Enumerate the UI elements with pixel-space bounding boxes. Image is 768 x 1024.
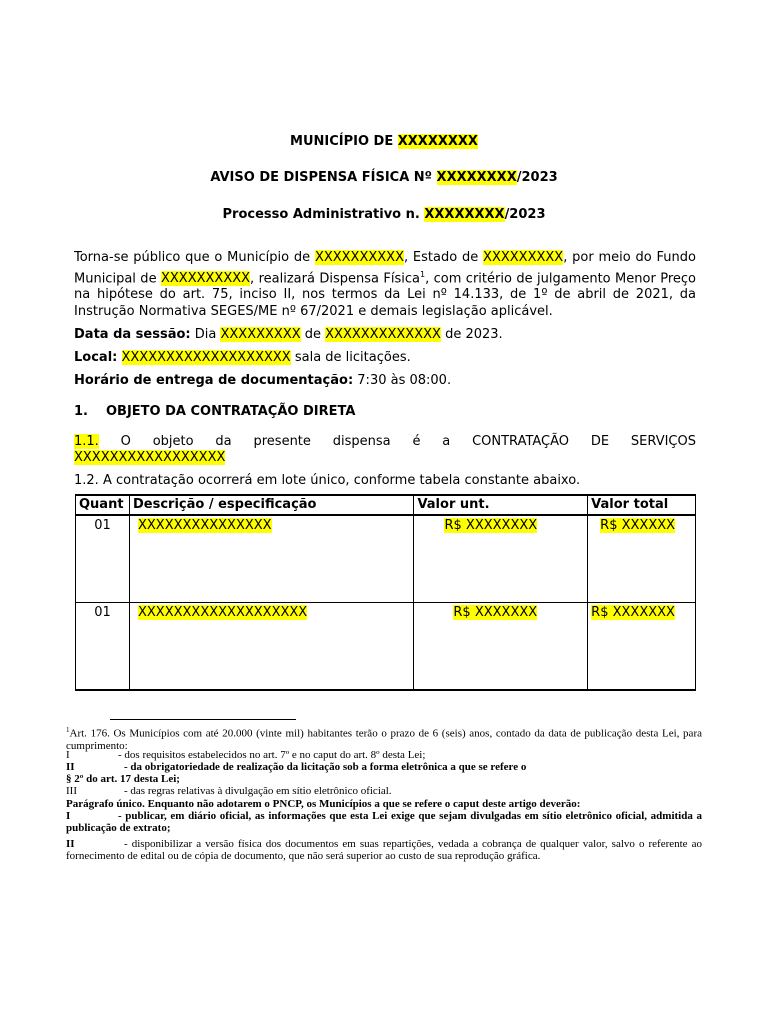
footnote-iii-num: III bbox=[66, 785, 77, 797]
footnote-art-text: Art. 176. Os Municípios com até 20.000 (vinte mil) habitantes terão o prazo de 6 (seis) anos, contado da data de publicação desta Lei, para cumprimento: bbox=[66, 727, 702, 752]
row-unit-placeholder: R$ XXXXXXXX bbox=[444, 518, 538, 533]
municipio-prefix: MUNICÍPIO DE bbox=[290, 134, 398, 149]
footnote-inciso-ii-cont: § 2º do art. 17 desta Lei; bbox=[66, 773, 180, 785]
footnote-i-text: - dos requisitos estabelecidos no art. 7º e no caput do art. 8º desta Lei; bbox=[118, 749, 426, 761]
session-horario bbox=[74, 373, 451, 388]
aviso-title bbox=[0, 170, 768, 185]
footnote-paragrafo-i bbox=[66, 810, 702, 834]
session-local-space bbox=[117, 350, 121, 365]
footnote-marker: 1 bbox=[66, 726, 70, 734]
municipio-title bbox=[0, 134, 768, 149]
row-qty: 01 bbox=[76, 515, 130, 603]
item-1-1-continuation bbox=[74, 450, 225, 465]
item-1-2: 1.2. A contratação ocorrerá em lote único, conforme tabela constante abaixo. bbox=[74, 473, 581, 488]
session-horario-label: Horário de entrega de documentação: bbox=[74, 373, 354, 388]
footnote-p-i-text: - publicar, em diário oficial, as informações que esta Lei exige que sejam divulgadas em sítio eletrônico oficial, admitida a publicação de extrato; bbox=[66, 810, 702, 834]
footnote-p-ii-num: II bbox=[66, 838, 75, 850]
footnote-separator bbox=[110, 719, 296, 720]
item-1-1 bbox=[74, 434, 696, 451]
footnote-inciso-ii bbox=[66, 761, 702, 773]
intro-text-4: , realizará Dispensa Física bbox=[250, 270, 420, 286]
session-horario-value: 7:30 às 08:00. bbox=[353, 373, 452, 388]
header-quant: Quant bbox=[76, 495, 130, 515]
row-total bbox=[588, 515, 696, 603]
row-desc bbox=[129, 515, 413, 603]
footnote-inciso-iii bbox=[66, 785, 702, 797]
item-1-1-text: O objeto da presente dispensa é a CONTRATAÇÃO DE SERVIÇOS bbox=[98, 434, 696, 449]
row-desc-placeholder: XXXXXXXXXXXXXXX bbox=[137, 518, 272, 533]
section-1-title: OBJETO DA CONTRATAÇÃO DIRETA bbox=[105, 404, 356, 419]
intro-municipio-placeholder: XXXXXXXXXX bbox=[314, 250, 404, 265]
intro-fundo-placeholder: XXXXXXXXXX bbox=[160, 270, 251, 286]
table-row bbox=[76, 515, 696, 603]
footnote-paragrafo-unico: Parágrafo único. Enquanto não adotarem o PNCP, os Municípios a que se refere o caput deste artigo deverão: bbox=[66, 798, 581, 810]
items-table bbox=[75, 494, 696, 691]
municipio-placeholder: XXXXXXXX bbox=[397, 134, 478, 149]
footnote-iii-text: - das regras relativas à divulgação em sítio eletrônico oficial. bbox=[124, 785, 392, 797]
processo-number-placeholder: XXXXXXXX bbox=[424, 207, 505, 222]
footnote-reference[interactable]: 1 bbox=[419, 269, 426, 279]
footnote-ii-text: - da obrigatoriedade de realização da licitação sob a forma eletrônica a que se refere o bbox=[124, 761, 527, 773]
footnote-inciso-i bbox=[66, 749, 702, 761]
intro-paragraph bbox=[74, 250, 696, 320]
intro-text-3: , por meio do Fundo Municipal de bbox=[74, 250, 696, 286]
row-unit-placeholder: R$ XXXXXXX bbox=[453, 605, 538, 620]
processo-year: /2023 bbox=[504, 207, 546, 222]
item-1-1-number: 1.1. bbox=[74, 434, 99, 449]
session-month-placeholder: XXXXXXXXXXXXX bbox=[325, 327, 441, 342]
section-1-heading bbox=[74, 404, 355, 419]
session-local-placeholder: XXXXXXXXXXXXXXXXXXX bbox=[121, 350, 291, 365]
section-1-number: 1. bbox=[74, 404, 88, 419]
row-total-placeholder: R$ XXXXXX bbox=[600, 518, 676, 533]
item-1-1-service-placeholder: XXXXXXXXXXXXXXXXX bbox=[74, 450, 226, 465]
session-day-placeholder: XXXXXXXXX bbox=[220, 327, 301, 342]
footnote-art-176 bbox=[66, 724, 702, 752]
header-descricao: Descrição / especificação bbox=[129, 495, 413, 515]
row-unit bbox=[414, 515, 588, 603]
session-date-text-1: Dia bbox=[190, 327, 221, 342]
table-header-row bbox=[76, 495, 696, 515]
footnote-i-num: I bbox=[66, 749, 70, 761]
row-total bbox=[588, 603, 696, 691]
footnote-p-ii-text: - disponibilizar a versão física dos documentos em suas repartições, vedada a cobrança de qualquer valor, salvo o referente ao fornecimento de edital ou de cópia de documento, que não será superior ao custo de sua reprodução gráfica. bbox=[66, 838, 702, 862]
session-date-text-3: de 2023. bbox=[440, 327, 503, 342]
session-local bbox=[74, 350, 411, 365]
row-unit bbox=[414, 603, 588, 691]
table-row bbox=[76, 603, 696, 691]
session-date bbox=[74, 327, 503, 342]
aviso-number-placeholder: XXXXXXXX bbox=[436, 170, 517, 185]
footnote-p-i-num: I bbox=[66, 810, 71, 822]
footnote-paragrafo-ii bbox=[66, 838, 702, 862]
session-local-text: sala de licitações. bbox=[290, 350, 411, 365]
aviso-year: /2023 bbox=[516, 170, 558, 185]
aviso-prefix: AVISO DE DISPENSA FÍSICA Nº bbox=[210, 170, 437, 185]
intro-text-2: , Estado de bbox=[404, 250, 484, 265]
session-date-text-2: de bbox=[300, 327, 326, 342]
header-valor-unt: Valor unt. bbox=[414, 495, 588, 515]
processo-title bbox=[0, 207, 768, 222]
row-total-placeholder: R$ XXXXXXX bbox=[591, 605, 675, 620]
footnote-ii-num: II bbox=[66, 761, 75, 773]
row-desc bbox=[129, 603, 413, 691]
intro-text-5: , com critério de julgamento Menor Preço na hipótese do art. 75, inciso II, nos termos da Lei nº 14.133, de 1º de abril de 2021, da Instrução Normativa SEGES/ME nº 67/2021 e demais legislação aplicável. bbox=[74, 270, 696, 319]
intro-text-1: Torna-se público que o Município de bbox=[74, 250, 315, 265]
processo-prefix: Processo Administrativo n. bbox=[222, 207, 425, 222]
header-valor-total: Valor total bbox=[588, 495, 696, 515]
intro-estado-placeholder: XXXXXXXXX bbox=[483, 250, 564, 265]
session-local-label: Local: bbox=[74, 350, 118, 365]
row-qty: 01 bbox=[76, 603, 130, 691]
session-date-label: Data da sessão: bbox=[74, 327, 191, 342]
row-desc-placeholder: XXXXXXXXXXXXXXXXXXX bbox=[137, 605, 308, 620]
